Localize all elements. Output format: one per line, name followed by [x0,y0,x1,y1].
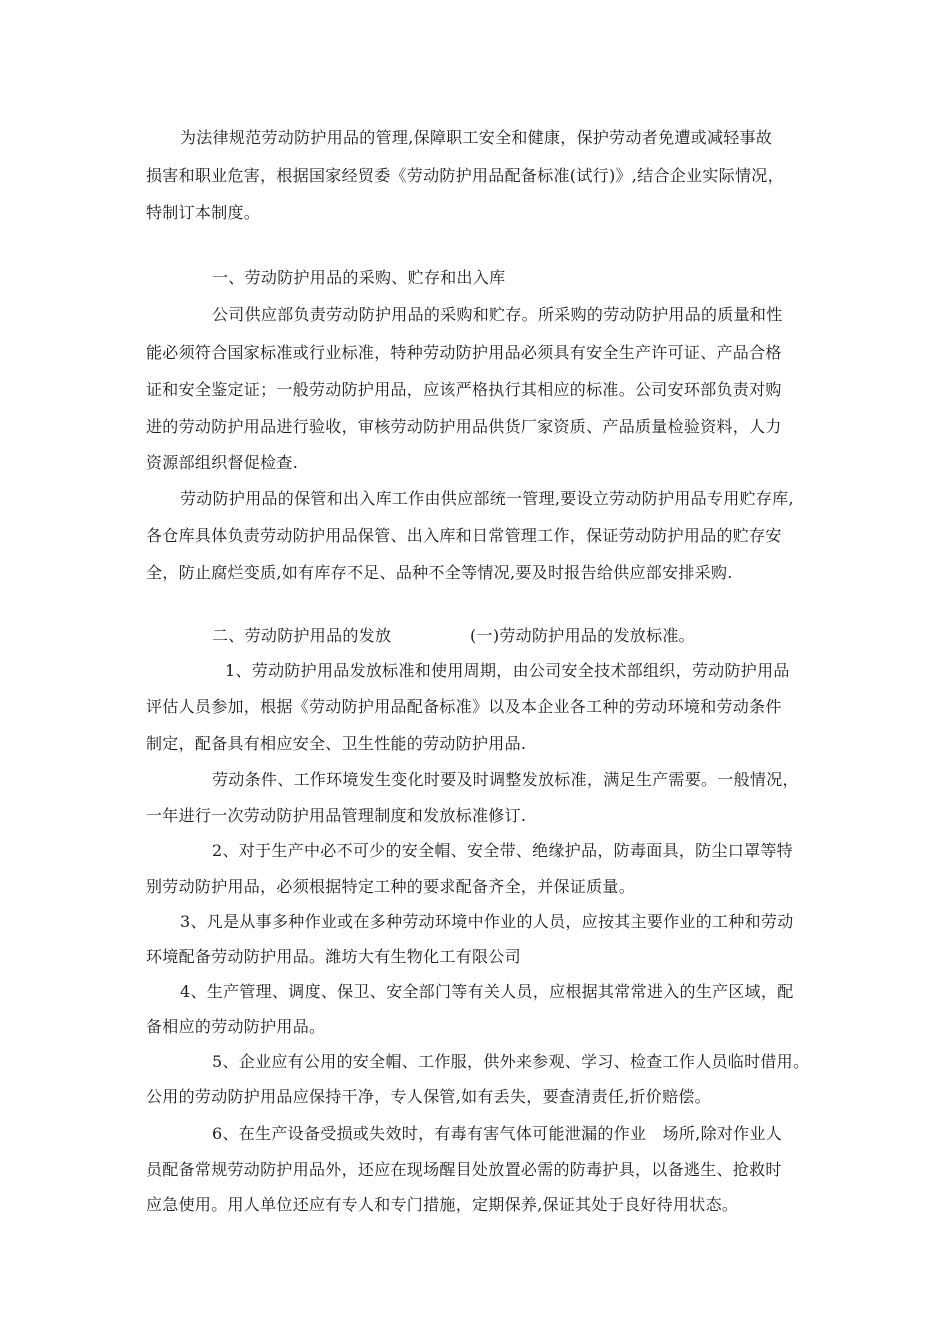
intro-line: 损害和职业危害，根据国家经贸委《劳动防护用品配备标准(试行)》,结合企业实际情况， [146,166,784,185]
section-heading [212,626,892,646]
paragraph-line: 全，防止腐烂变质,如有库存不足、品种不全等情况,要及时报告给供应部安排采购. [146,563,733,582]
paragraph-line: 制定，配备具有相应安全、卫生性能的劳动防护用品. [146,734,527,753]
paragraph-line: 能必须符合国家标准或行业标准，特种劳动防护用品必须具有安全生产许可证、产品合格 [146,343,782,362]
paragraph-line: 一年进行一次劳动防护用品管理制度和发放标准修订. [146,806,527,825]
paragraph-line: 资源部组织督促检查. [146,453,299,472]
paragraph-line: 员配备常规劳动防护用品外，还应在现场醒目处放置必需的防毒护具，以备逃生、抢救时 [146,1160,782,1179]
paragraph-line: 别劳动防护用品，必须根据特定工种的要求配备齐全，并保证质量。 [146,877,636,896]
paragraph-line: 评估人员参加，根据《劳动防护用品配备标准》以及本企业各工种的劳动环境和劳动条件 [146,697,782,716]
paragraph-line: 3、凡是从事多种作业或在多种劳动环境中作业的人员，应按其主要作业的工种和劳动 [180,912,794,931]
section-heading: 一、劳动防护用品的采购、贮存和出入库 [212,268,506,287]
section-heading-text: 二、劳动防护用品的发放 [212,626,392,645]
paragraph-line: 劳动条件、工作环境发生变化时要及时调整发放标准，满足生产需要。一般情况， [212,770,799,789]
paragraph-line: 应急使用。用人单位还应有专人和专门措施，定期保养,保证其处于良好待用状态。 [146,1195,739,1214]
intro-line: 为法律规范劳动防护用品的管理,保障职工安全和健康，保护劳动者免遭或减轻事故 [180,128,773,147]
paragraph-line: 各仓库具体负责劳动防护用品保管、出入库和日常管理工作，保证劳动防护用品的贮存安 [146,526,782,545]
subsection-heading: (一)劳动防护用品的发放标准。 [470,626,695,645]
paragraph-line: 进的劳动防护用品进行验收，审核劳动防护用品供货厂家资质、产品质量检验资料，人力 [146,417,782,436]
paragraph-line: 5、企业应有公用的安全帽、工作服，供外来参观、学习、检查工作人员临时借用。 [212,1052,810,1071]
paragraph-line: 4、生产管理、调度、保卫、安全部门等有关人员，应根据其常常进入的生产区域，配 [180,982,794,1001]
intro-line: 特制订本制度。 [146,203,261,222]
paragraph-line: 劳动防护用品的保管和出入库工作由供应部统一管理,要设立劳动防护用品专用贮存库, [180,489,794,508]
paragraph-line: 备相应的劳动防护用品。 [146,1017,326,1036]
paragraph-line: 证和安全鉴定证；一般劳动防护用品，应该严格执行其相应的标准。公司安环部负责对购 [146,380,782,399]
paragraph-line: 6、在生产设备受损或失效时，有毒有害气体可能泄漏的作业 场所,除对作业人 [212,1124,783,1143]
paragraph-line: 2、对于生产中必不可少的安全帽、安全带、绝缘护品，防毒面具，防尘口罩等特 [212,841,793,860]
paragraph-line: 1、劳动防护用品发放标准和使用周期，由公司安全技术部组织，劳动防护用品 [225,661,790,680]
paragraph-line: 公司供应部负责劳动防护用品的采购和贮存。所采购的劳动防护用品的质量和性 [212,305,783,324]
paragraph-line: 环境配备劳动防护用品。潍坊大有生物化工有限公司 [146,947,521,966]
paragraph-line: 公用的劳动防护用品应保持干净，专人保管,如有丢失，要查清责任,折价赔偿。 [146,1087,711,1106]
